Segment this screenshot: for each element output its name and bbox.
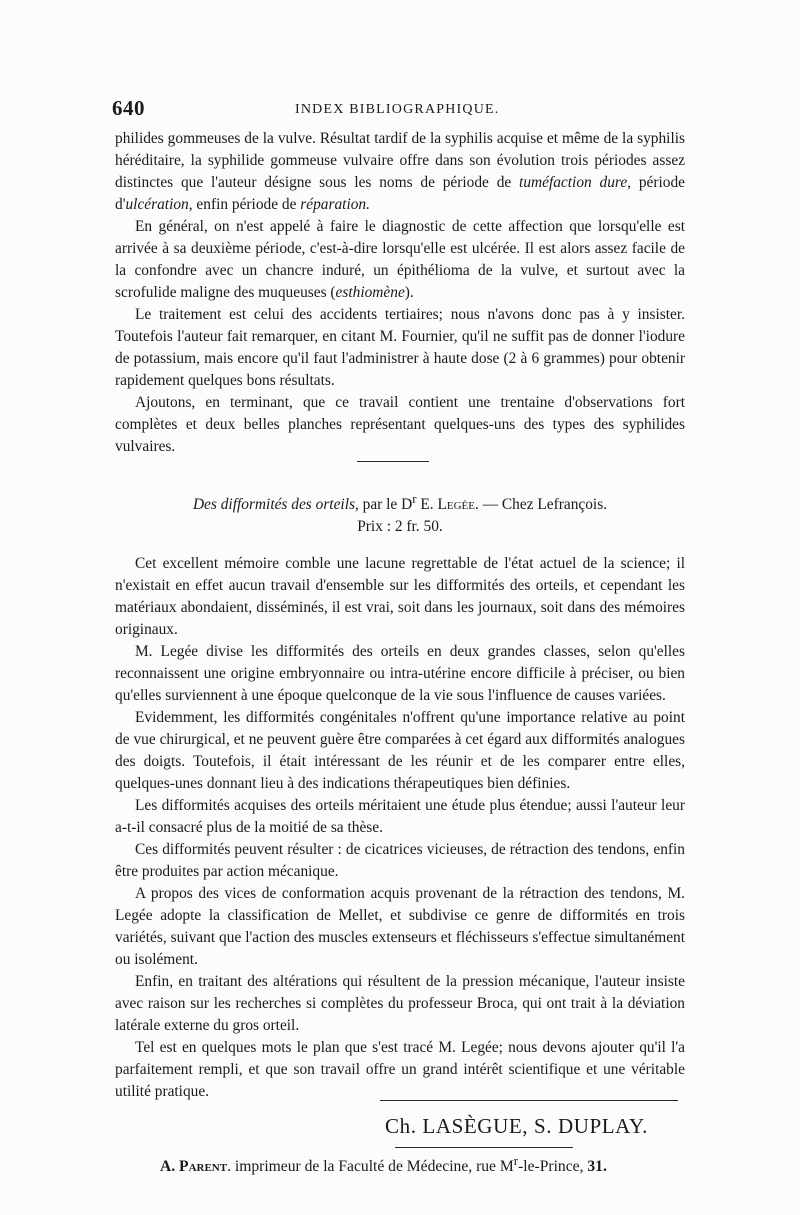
- emphasis: ulcération: [125, 196, 189, 213]
- paragraph: philides gommeuses de la vulve. Résultat tardif de la syphilis acquise et même de la syphilis héréditaire, la syphilide gommeuse vulvaire offre dans son évolution trois périodes assez distinctes que l'auteur désigne sous les noms de période de tuméfaction dure, période d'ulcération, enfin période de réparation.: [115, 130, 685, 213]
- signature: Ch. LASÈGUE, S. DUPLAY.: [385, 1114, 648, 1138]
- paragraph: Enfin, en traitant des altérations qui résultent de la pression mécanique, l'auteur insiste avec raison sur les recherches si complètes du professeur Broca, qui ont trait à la déviation latérale externe du gros orteil.: [115, 973, 685, 1034]
- section-divider: [357, 461, 429, 462]
- paragraph: En général, on n'est appelé à faire le diagnostic de cette affection que lorsqu'elle est arrivée à sa deuxième période, c'est-à-dire lorsqu'elle est ulcérée. Il est alors assez facile de la confondre avec un chancre induré, un épithélioma de la vulve, et surtout avec la scrofulide maligne des muqueuses (esthiomène).: [115, 218, 685, 301]
- paragraph: Evidemment, les difformités congénitales n'offrent qu'une importance relative au point de vue chirurgical, et ne peuvent guère être comparées à cet égard aux difformités analogues des doigts. Toutefois, il était intéressant de les réunir et de les comparer entre elles, quelques-unes donnant lieu à des indications thérapeutiques bien définies.: [115, 709, 685, 792]
- paragraph: M. Legée divise les difformités des orteils en deux grandes classes, selon qu'elles reconnaissent une origine embryonnaire ou intra-utérine encore difficile à préciser, ou bien qu'elles surviennent à une époque quelconque de la vie sous l'influence de causes variées.: [115, 643, 685, 704]
- printer-name: A. Parent: [160, 1158, 228, 1176]
- printer-footer: A. Parent. imprimeur de la Faculté de Médecine, rue $M^r-le$-Prince, 31.: [160, 1153, 607, 1176]
- paragraph: Les difformités acquises des orteils méritaient une étude plus étendue; aussi l'auteur leur a-t-il consacré plus de la moitié de sa thèse.: [115, 797, 685, 836]
- paragraph: Ajoutons, en terminant, que ce travail contient une trentaine d'observations fort complètes et deux belles planches représentant quelques-uns des types des syphilides vulvaires.: [115, 394, 685, 455]
- street-number: 31.: [587, 1158, 607, 1176]
- signature-divider: [380, 1100, 678, 1101]
- emphasis: tuméfaction dure: [519, 174, 628, 191]
- paragraph: Tel est en quelques mots le plan que s'est tracé M. Legée; nous devons ajouter qu'il l'a parfaitement rempli, et que son travail offre un grand intérêt scientifique et une véritable utilité pratique.: [115, 1039, 685, 1100]
- paragraph: Cet excellent mémoire comble une lacune regrettable de l'état actuel de la science; il n'existait en effet aucun travail d'ensemble sur les difformités des orteils, et cependant les matériaux abondaient, disséminés, il est vrai, soit dans les journaux, soit dans des mémoires originaux.: [115, 555, 685, 638]
- review-title-line: Des difformités des orteils, par le $D^r$ E. Legée. — Chez Lefrançois.: [192, 492, 608, 514]
- footer-divider: [395, 1147, 573, 1148]
- paragraph: Le traitement est celui des accidents tertiaires; nous n'avons donc pas à y insister. Toutefois l'auteur fait remarquer, en citant M. Fournier, qu'il ne suffit pas de donner l'iodure de potassium, mais encore qu'il faut l'administrer à haute dose (2 à 6 grammes) pour obtenir rapidement quelques bons résultats.: [115, 306, 685, 389]
- running-head: INDEX BIBLIOGRAPHIQUE.: [295, 102, 500, 117]
- emphasis: réparation.: [300, 196, 370, 213]
- review-title: [115, 488, 685, 538]
- review-price: Prix : 2 fr. 50.: [357, 518, 443, 536]
- author-name: Legée: [437, 496, 475, 514]
- page-number: 640: [112, 96, 145, 120]
- paragraph: Ces difformités peuvent résulter : de cicatrices vicieuses, de rétraction des tendons, enfin être produites par action mécanique.: [115, 841, 685, 880]
- emphasis: esthiomène: [335, 284, 405, 301]
- first-review-text: [115, 128, 685, 458]
- paragraph: A propos des vices de conformation acquis provenant de la rétraction des tendons, M. Legée adopte la classification de Mellet, et subdivise ce genre de difformités en trois variétés, suivant que l'action des muscles extenseurs et fléchisseurs s'effectue simultanément ou isolément.: [115, 885, 685, 968]
- page-header: [112, 96, 687, 122]
- second-review-text: [115, 553, 685, 1103]
